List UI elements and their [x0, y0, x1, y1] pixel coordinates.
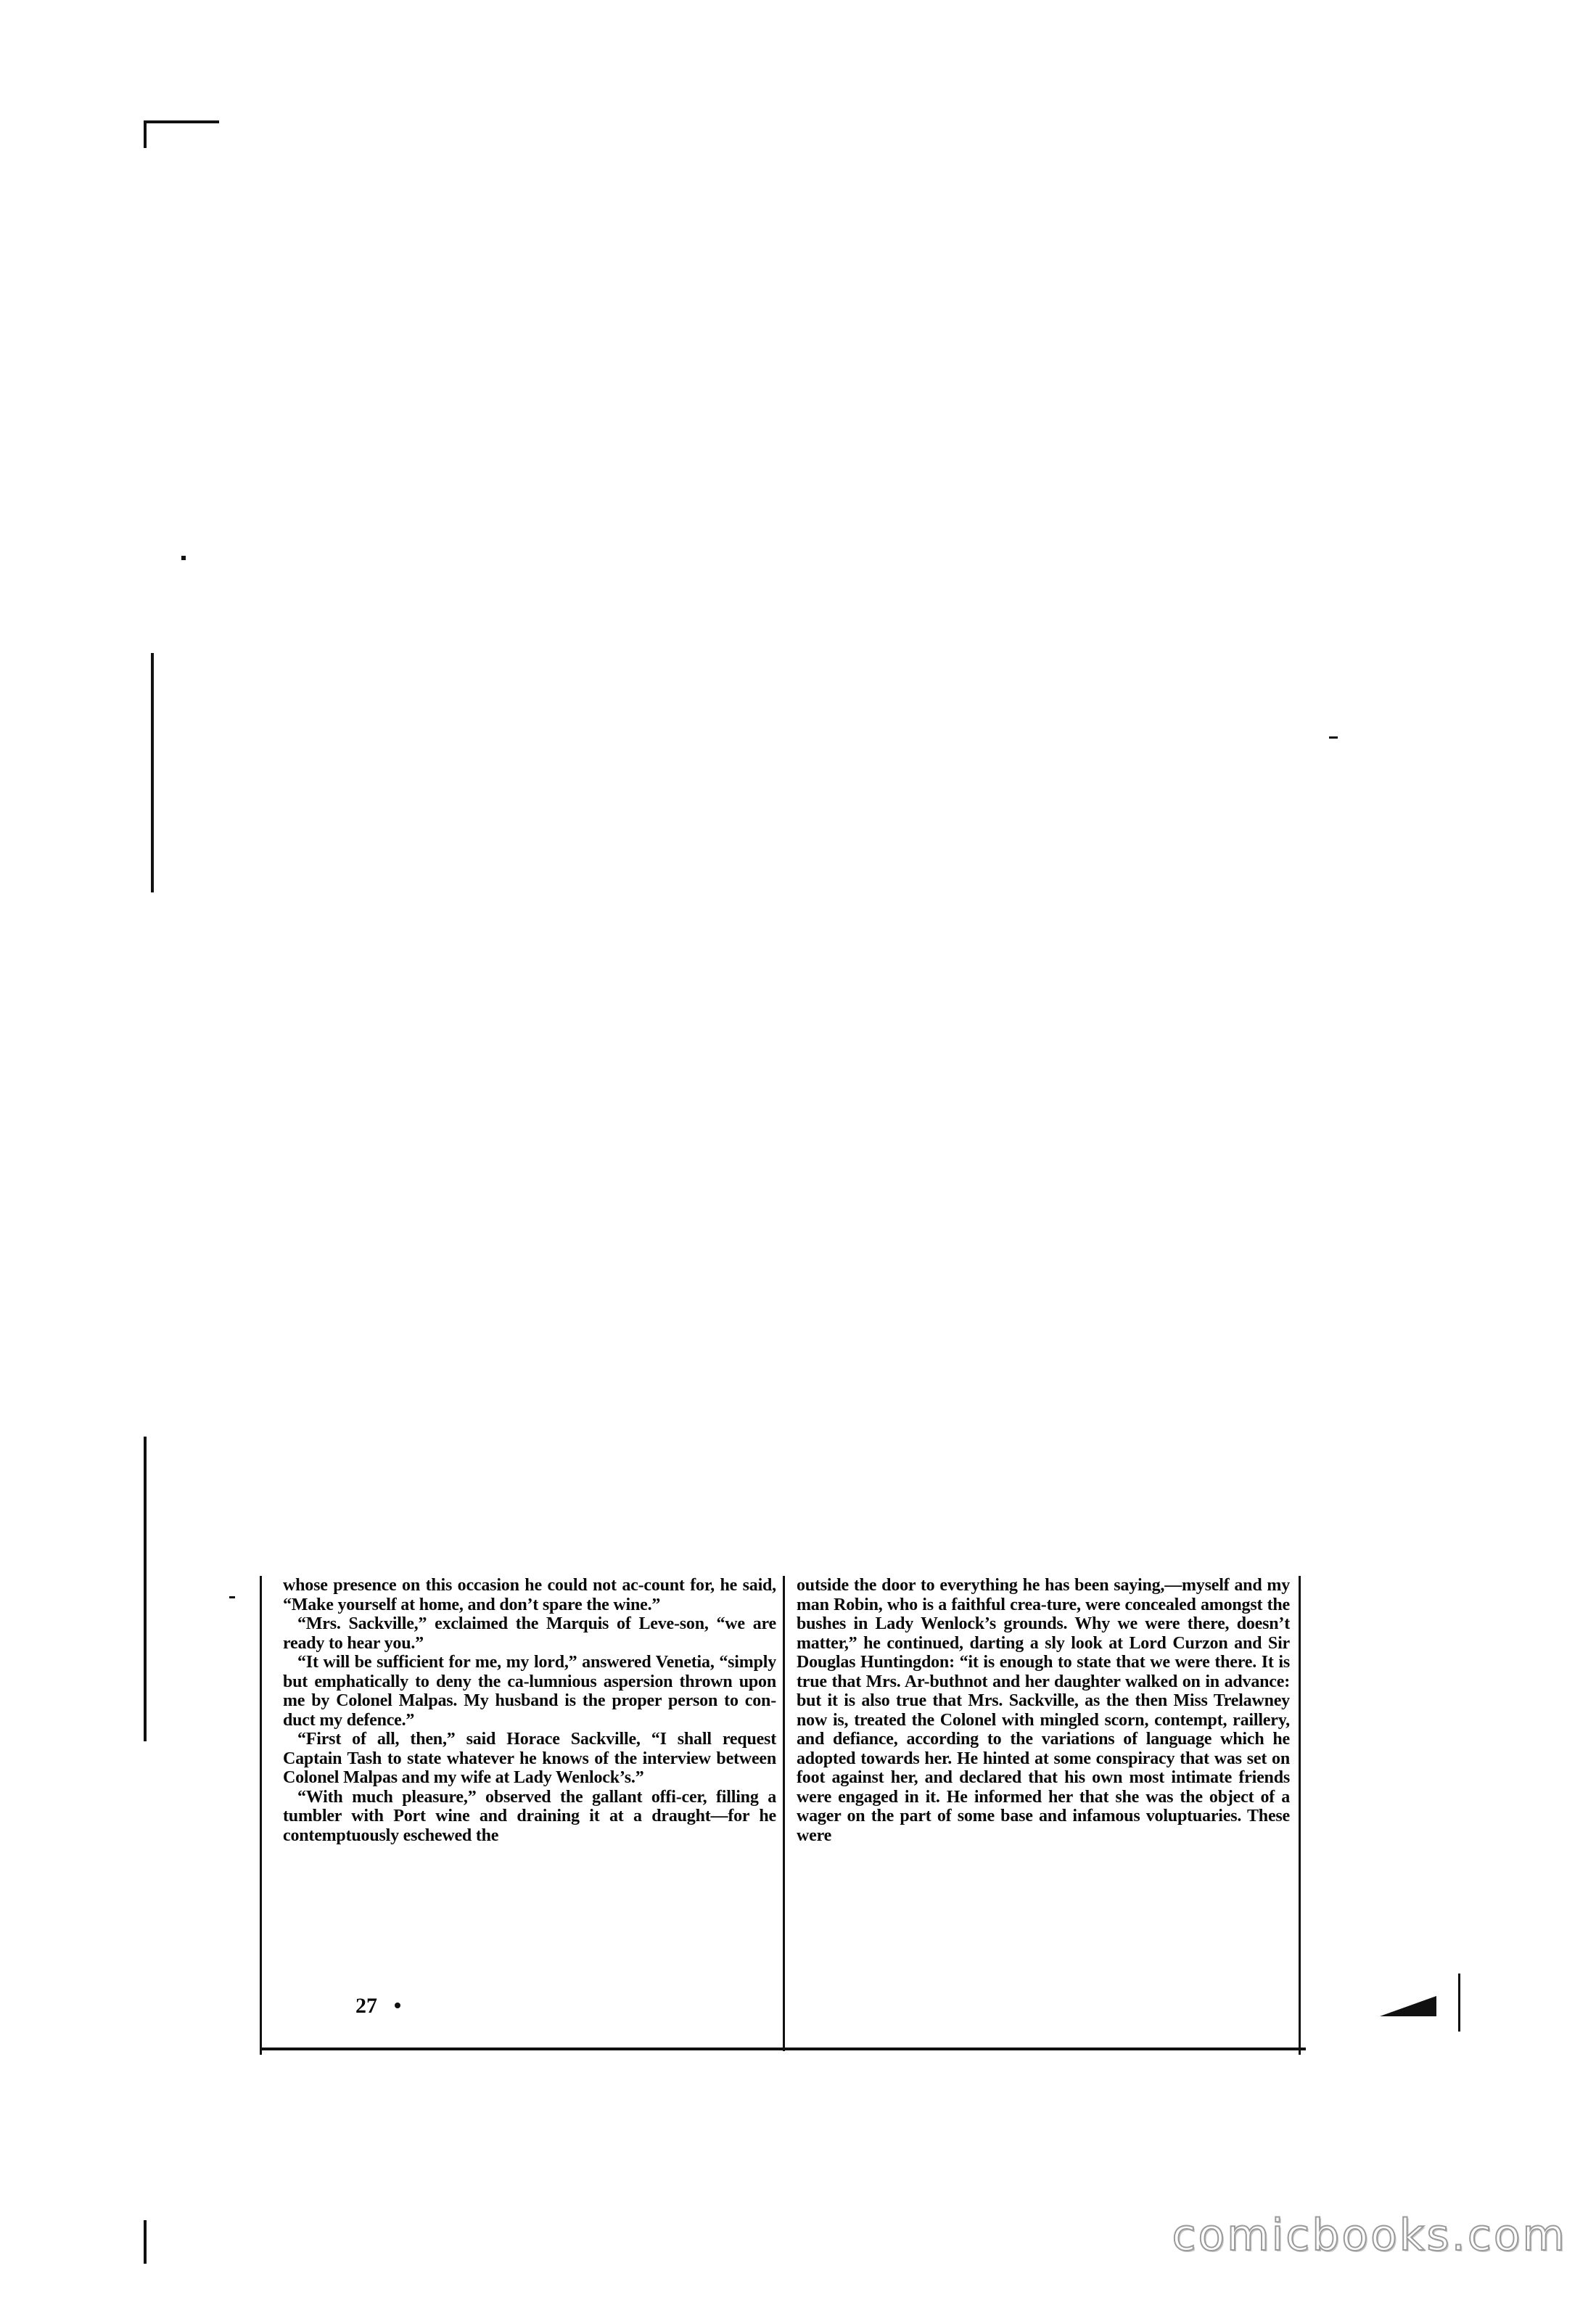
margin-line-left-upper: [151, 653, 154, 892]
bottom-rule: [261, 2048, 1306, 2050]
speck-dash-left: [229, 1596, 235, 1598]
margin-line-far-right: [1458, 1974, 1460, 2032]
paragraph: whose presence on this occasion he could not ac-count for, he said, “Make yourself at home, and don’t spare the wine.”: [283, 1576, 776, 1614]
paragraph: “Mrs. Sackville,” exclaimed the Marquis of Leve-son, “we are ready to hear you.”: [283, 1614, 776, 1653]
paragraph: “With much pleasure,” observed the gallant offi-cer, filling a tumbler with Port wine and draining it at a draught—for he contemptuously eschewed the: [283, 1787, 776, 1845]
speck-dash-right: [1329, 736, 1338, 739]
column-divider: [783, 1576, 785, 2051]
watermark: comicbooks.com: [1172, 2210, 1567, 2261]
right-column: [797, 1576, 1290, 1845]
left-column: [283, 1576, 776, 1845]
margin-line-left-lower: [144, 1437, 147, 1741]
margin-line-right-page: [1299, 1576, 1301, 2055]
page-number: 27: [355, 1994, 377, 2018]
triangle-scan-mark: [1380, 1992, 1438, 2021]
corner-mark-top: [144, 120, 219, 123]
speck-dot: [181, 556, 186, 560]
margin-line-left-page: [260, 1576, 262, 2055]
text-block: [283, 1576, 1297, 1997]
margin-tick-bottom: [144, 2220, 147, 2264]
page-number-dot: [395, 2003, 400, 2008]
paragraph: “It will be sufficient for me, my lord,” answered Venetia, “simply but emphatically to deny the ca-lumnious aspersion thrown upon me by Colonel Malpas. My husband is the proper person to con-duct my defence.”: [283, 1653, 776, 1730]
corner-mark-top-stem: [144, 120, 147, 148]
paragraph: “First of all, then,” said Horace Sackville, “I shall request Captain Tash to state whatever he knows of the interview between Colonel Malpas and my wife at Lady Wenlock’s.”: [283, 1730, 776, 1787]
paragraph: outside the door to everything he has been saying,—myself and my man Robin, who is a faithful crea-ture, were concealed amongst the bushes in Lady Wenlock’s grounds. Why we were there, doesn’t matter,” he continued, darting a sly look at Lord Curzon and Sir Douglas Huntingdon: “it is enough to state that we were there. It is true that Mrs. Ar-buthnot and her daughter walked on in advance: but it is also true that Mrs. Sackville, as the then Miss Trelawney now is, treated the Colonel with mingled scorn, contempt, raillery, and defiance, according to the variations of language which he adopted towards her. He hinted at some conspiracy that was set on foot against her, and declared that his own most intimate friends were engaged in it. He informed her that she was the object of a wager on the part of some base and infamous voluptuaries. These were: [797, 1576, 1290, 1845]
